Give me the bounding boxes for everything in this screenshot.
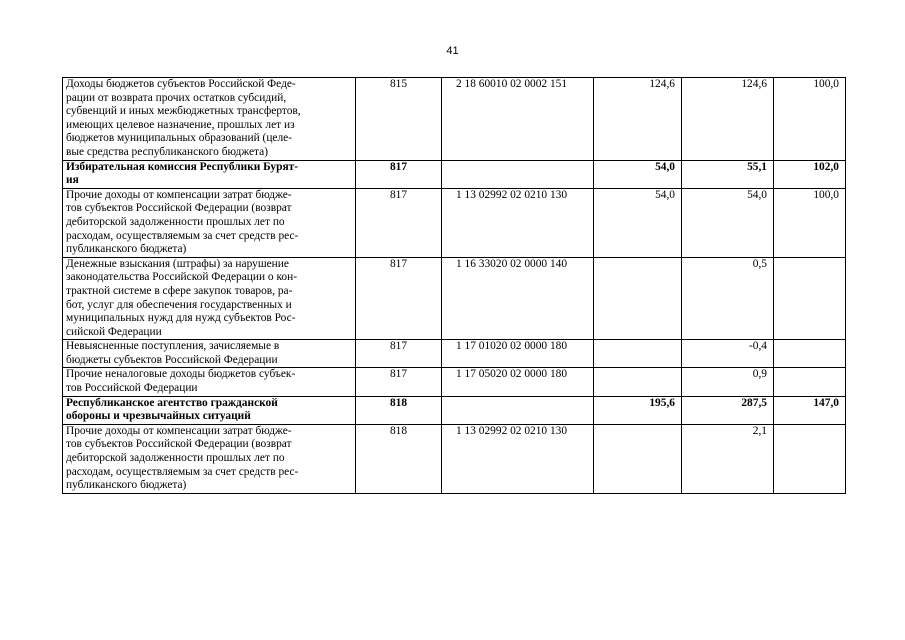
admin-code-cell: 817 — [356, 188, 442, 257]
actual-amount-cell: -0,4 — [682, 340, 774, 368]
revenue-name-cell: Республиканское агентство гражданской обороны и чрезвычайных ситуаций — [63, 396, 356, 424]
admin-code-cell: 817 — [356, 257, 442, 340]
actual-amount-cell: 2,1 — [682, 424, 774, 493]
percent-cell: 100,0 — [774, 188, 846, 257]
table-row — [63, 188, 846, 257]
revenue-name-cell: Прочие неналоговые доходы бюджетов субъек- тов Российской Федерации — [63, 368, 356, 396]
admin-code-cell: 817 — [356, 368, 442, 396]
budget-classification-code-cell: 1 13 02992 02 0210 130 — [442, 424, 594, 493]
table-section-row — [63, 396, 846, 424]
percent-cell — [774, 368, 846, 396]
revenue-name-cell: Прочие доходы от компенсации затрат бюдже- тов субъектов Российской Федерации (возврат дебиторской задолженности прошлых лет по расходам, осуществляемым за счет средств рес- публиканского бюджета) — [63, 424, 356, 493]
actual-amount-cell: 55,1 — [682, 160, 774, 188]
admin-code-cell: 817 — [356, 340, 442, 368]
revenue-name-cell: Денежные взыскания (штрафы) за нарушение законодательства Российской Федерации о кон- трактной системе в сфере закупок товаров, ра- бот, услуг для обеспечения государственных и муниципальных нужд для нужд субъектов Рос- сийской Федерации — [63, 257, 356, 340]
table-row — [63, 368, 846, 396]
admin-code-cell: 815 — [356, 78, 442, 161]
actual-amount-cell: 0,5 — [682, 257, 774, 340]
budget-classification-code-cell: 2 18 60010 02 0002 151 — [442, 78, 594, 161]
revenue-name-cell: Прочие доходы от компенсации затрат бюдже- тов субъектов Российской Федерации (возврат дебиторской задолженности прошлых лет по расходам, осуществляемым за счет средств рес- публиканского бюджета) — [63, 188, 356, 257]
budget-classification-code-cell: 1 16 33020 02 0000 140 — [442, 257, 594, 340]
percent-cell — [774, 424, 846, 493]
plan-amount-cell: 54,0 — [594, 160, 682, 188]
budget-classification-code-cell: 1 17 01020 02 0000 180 — [442, 340, 594, 368]
percent-cell: 100,0 — [774, 78, 846, 161]
table-section-row — [63, 160, 846, 188]
budget-revenue-table — [62, 77, 846, 494]
percent-cell: 147,0 — [774, 396, 846, 424]
table-body — [63, 78, 846, 494]
admin-code-cell: 818 — [356, 424, 442, 493]
plan-amount-cell — [594, 340, 682, 368]
percent-cell — [774, 340, 846, 368]
revenue-name-cell: Доходы бюджетов субъектов Российской Феде- рации от возврата прочих остатков субсидий, субвенций и иных межбюджетных трансфертов, имеющих целевое назначение, прошлых лет из бюджетов муниципальных образований (целе- вые средства республиканского бюджета) — [63, 78, 356, 161]
plan-amount-cell: 54,0 — [594, 188, 682, 257]
table-row — [63, 78, 846, 161]
plan-amount-cell: 124,6 — [594, 78, 682, 161]
budget-classification-code-cell: 1 13 02992 02 0210 130 — [442, 188, 594, 257]
actual-amount-cell: 54,0 — [682, 188, 774, 257]
actual-amount-cell: 124,6 — [682, 78, 774, 161]
revenue-name-cell: Невыясненные поступления, зачисляемые в бюджеты субъектов Российской Федерации — [63, 340, 356, 368]
budget-classification-code-cell — [442, 396, 594, 424]
budget-classification-code-cell — [442, 160, 594, 188]
table-row — [63, 424, 846, 493]
budget-classification-code-cell: 1 17 05020 02 0000 180 — [442, 368, 594, 396]
percent-cell — [774, 257, 846, 340]
actual-amount-cell: 0,9 — [682, 368, 774, 396]
table-row — [63, 340, 846, 368]
percent-cell: 102,0 — [774, 160, 846, 188]
page-number: 41 — [446, 45, 459, 57]
admin-code-cell: 817 — [356, 160, 442, 188]
table-row — [63, 257, 846, 340]
plan-amount-cell — [594, 368, 682, 396]
revenue-name-cell: Избирательная комиссия Республики Бурят- ия — [63, 160, 356, 188]
actual-amount-cell: 287,5 — [682, 396, 774, 424]
plan-amount-cell: 195,6 — [594, 396, 682, 424]
plan-amount-cell — [594, 257, 682, 340]
admin-code-cell: 818 — [356, 396, 442, 424]
plan-amount-cell — [594, 424, 682, 493]
